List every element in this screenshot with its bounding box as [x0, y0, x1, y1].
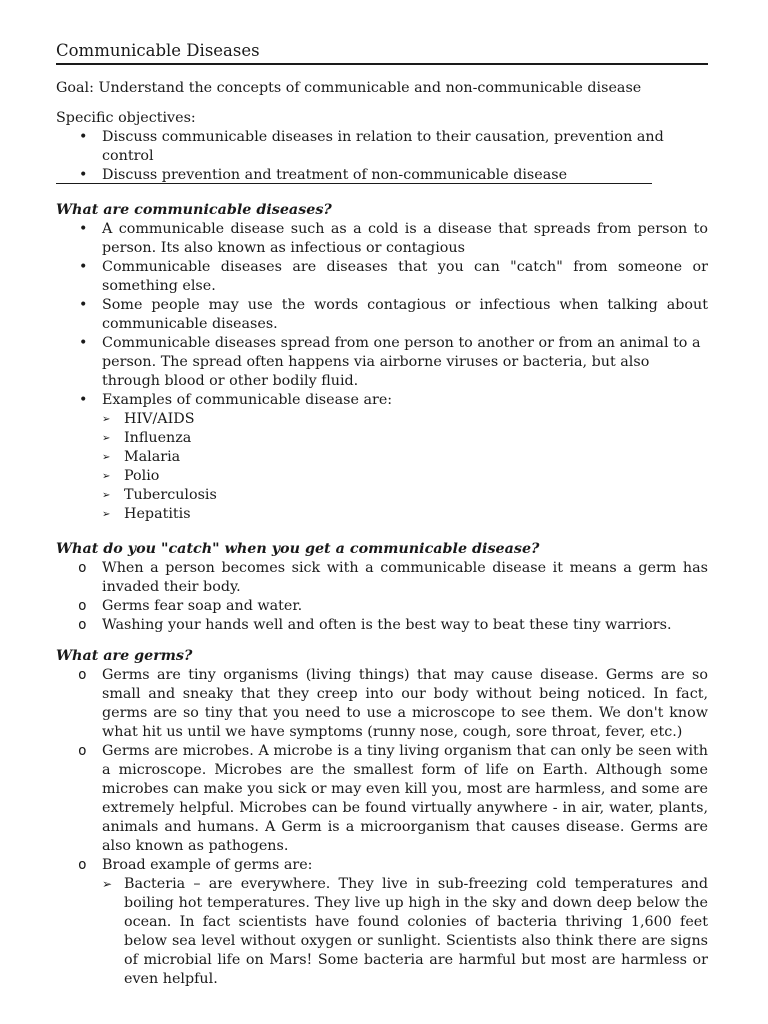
goal-text: Goal: Understand the concepts of communicable and non-communicable disease: [56, 80, 642, 96]
list-item: • Some people may use the words contagious or infectious when talking about communicable diseases.: [56, 296, 708, 334]
list-item: o Germs fear soap and water.: [56, 597, 708, 616]
list-item: o Germs are tiny organisms (living things) that may cause disease. Germs are so small and sneaky that they creep into our body without being noticed. In fact, germs are so tiny that you need to use a microscope to see them. We don't know what hit us until we have symptoms (runny nose, cough, sore throat, fever, etc.): [56, 666, 708, 742]
germ-example-item: ➢ Bacteria – are everywhere. They live in sub-freezing cold temperatures and boiling hot temperatures. They live up high in the sky and down deep below the ocean. In fact scientists have found colonies of bacteria thriving 1,600 feet below sea level without oxygen or sunlight. Scientists also think there are signs of microbial life on Mars! Some bacteria are harmful but most are harmless or even helpful.: [56, 875, 708, 989]
list-item: • Communicable diseases are diseases that you can "catch" from someone or something else.: [56, 258, 708, 296]
horizontal-divider: [56, 183, 652, 184]
examples-list: [56, 410, 708, 524]
objective-item: • Discuss prevention and treatment of non-communicable disease: [56, 166, 708, 185]
objectives-section: [56, 109, 708, 185]
list-item: • A communicable disease such as a cold is a disease that spreads from person to person. Its also known as infectious or contagious: [56, 220, 708, 258]
section-heading: What are germs?: [56, 648, 193, 664]
example-item: ➢ Malaria: [56, 448, 708, 467]
circle-list: [56, 559, 708, 635]
section-heading: What do you "catch" when you get a communicable disease?: [56, 541, 540, 557]
list-item: • Communicable diseases spread from one person to another or from an animal to a person. The spread often happens via airborne viruses or bacteria, but also through blood or other bodily fluid.: [56, 334, 708, 391]
list-item: • Examples of communicable disease are:: [56, 391, 708, 410]
example-item: ➢ Tuberculosis: [56, 486, 708, 505]
bullet-list: [56, 220, 708, 410]
objective-item: • Discuss communicable diseases in relation to their causation, prevention and control: [56, 128, 708, 166]
section-heading: What are communicable diseases?: [56, 202, 332, 218]
list-item: o Germs are microbes. A microbe is a tiny living organism that can only be seen with a microscope. Microbes are the smallest form of life on Earth. Although some microbes can make you sick or may even kill you, most are harmless, and some are extremely helpful. Microbes can be found virtually anywhere - in air, water, plants, animals and humans. A Germ is a microorganism that causes disease. Germs are also known as pathogens.: [56, 742, 708, 856]
list-item: o Broad example of germs are:: [56, 856, 708, 875]
example-item: ➢ HIV/AIDS: [56, 410, 708, 429]
list-item: o When a person becomes sick with a communicable disease it means a germ has invaded their body.: [56, 559, 708, 597]
objectives-label: Specific objectives:: [56, 110, 196, 126]
germ-examples-list: [56, 875, 708, 989]
list-item: o Washing your hands well and often is the best way to beat these tiny warriors.: [56, 616, 708, 635]
section-what-you-catch: [56, 540, 708, 635]
objectives-list: [56, 128, 708, 185]
example-item: ➢ Influenza: [56, 429, 708, 448]
document-title: Communicable Diseases: [56, 40, 708, 65]
example-item: ➢ Hepatitis: [56, 505, 708, 524]
section-what-are-germs: [56, 647, 708, 989]
circle-list: [56, 666, 708, 875]
section-communicable-diseases: [56, 201, 708, 524]
example-item: ➢ Polio: [56, 467, 708, 486]
